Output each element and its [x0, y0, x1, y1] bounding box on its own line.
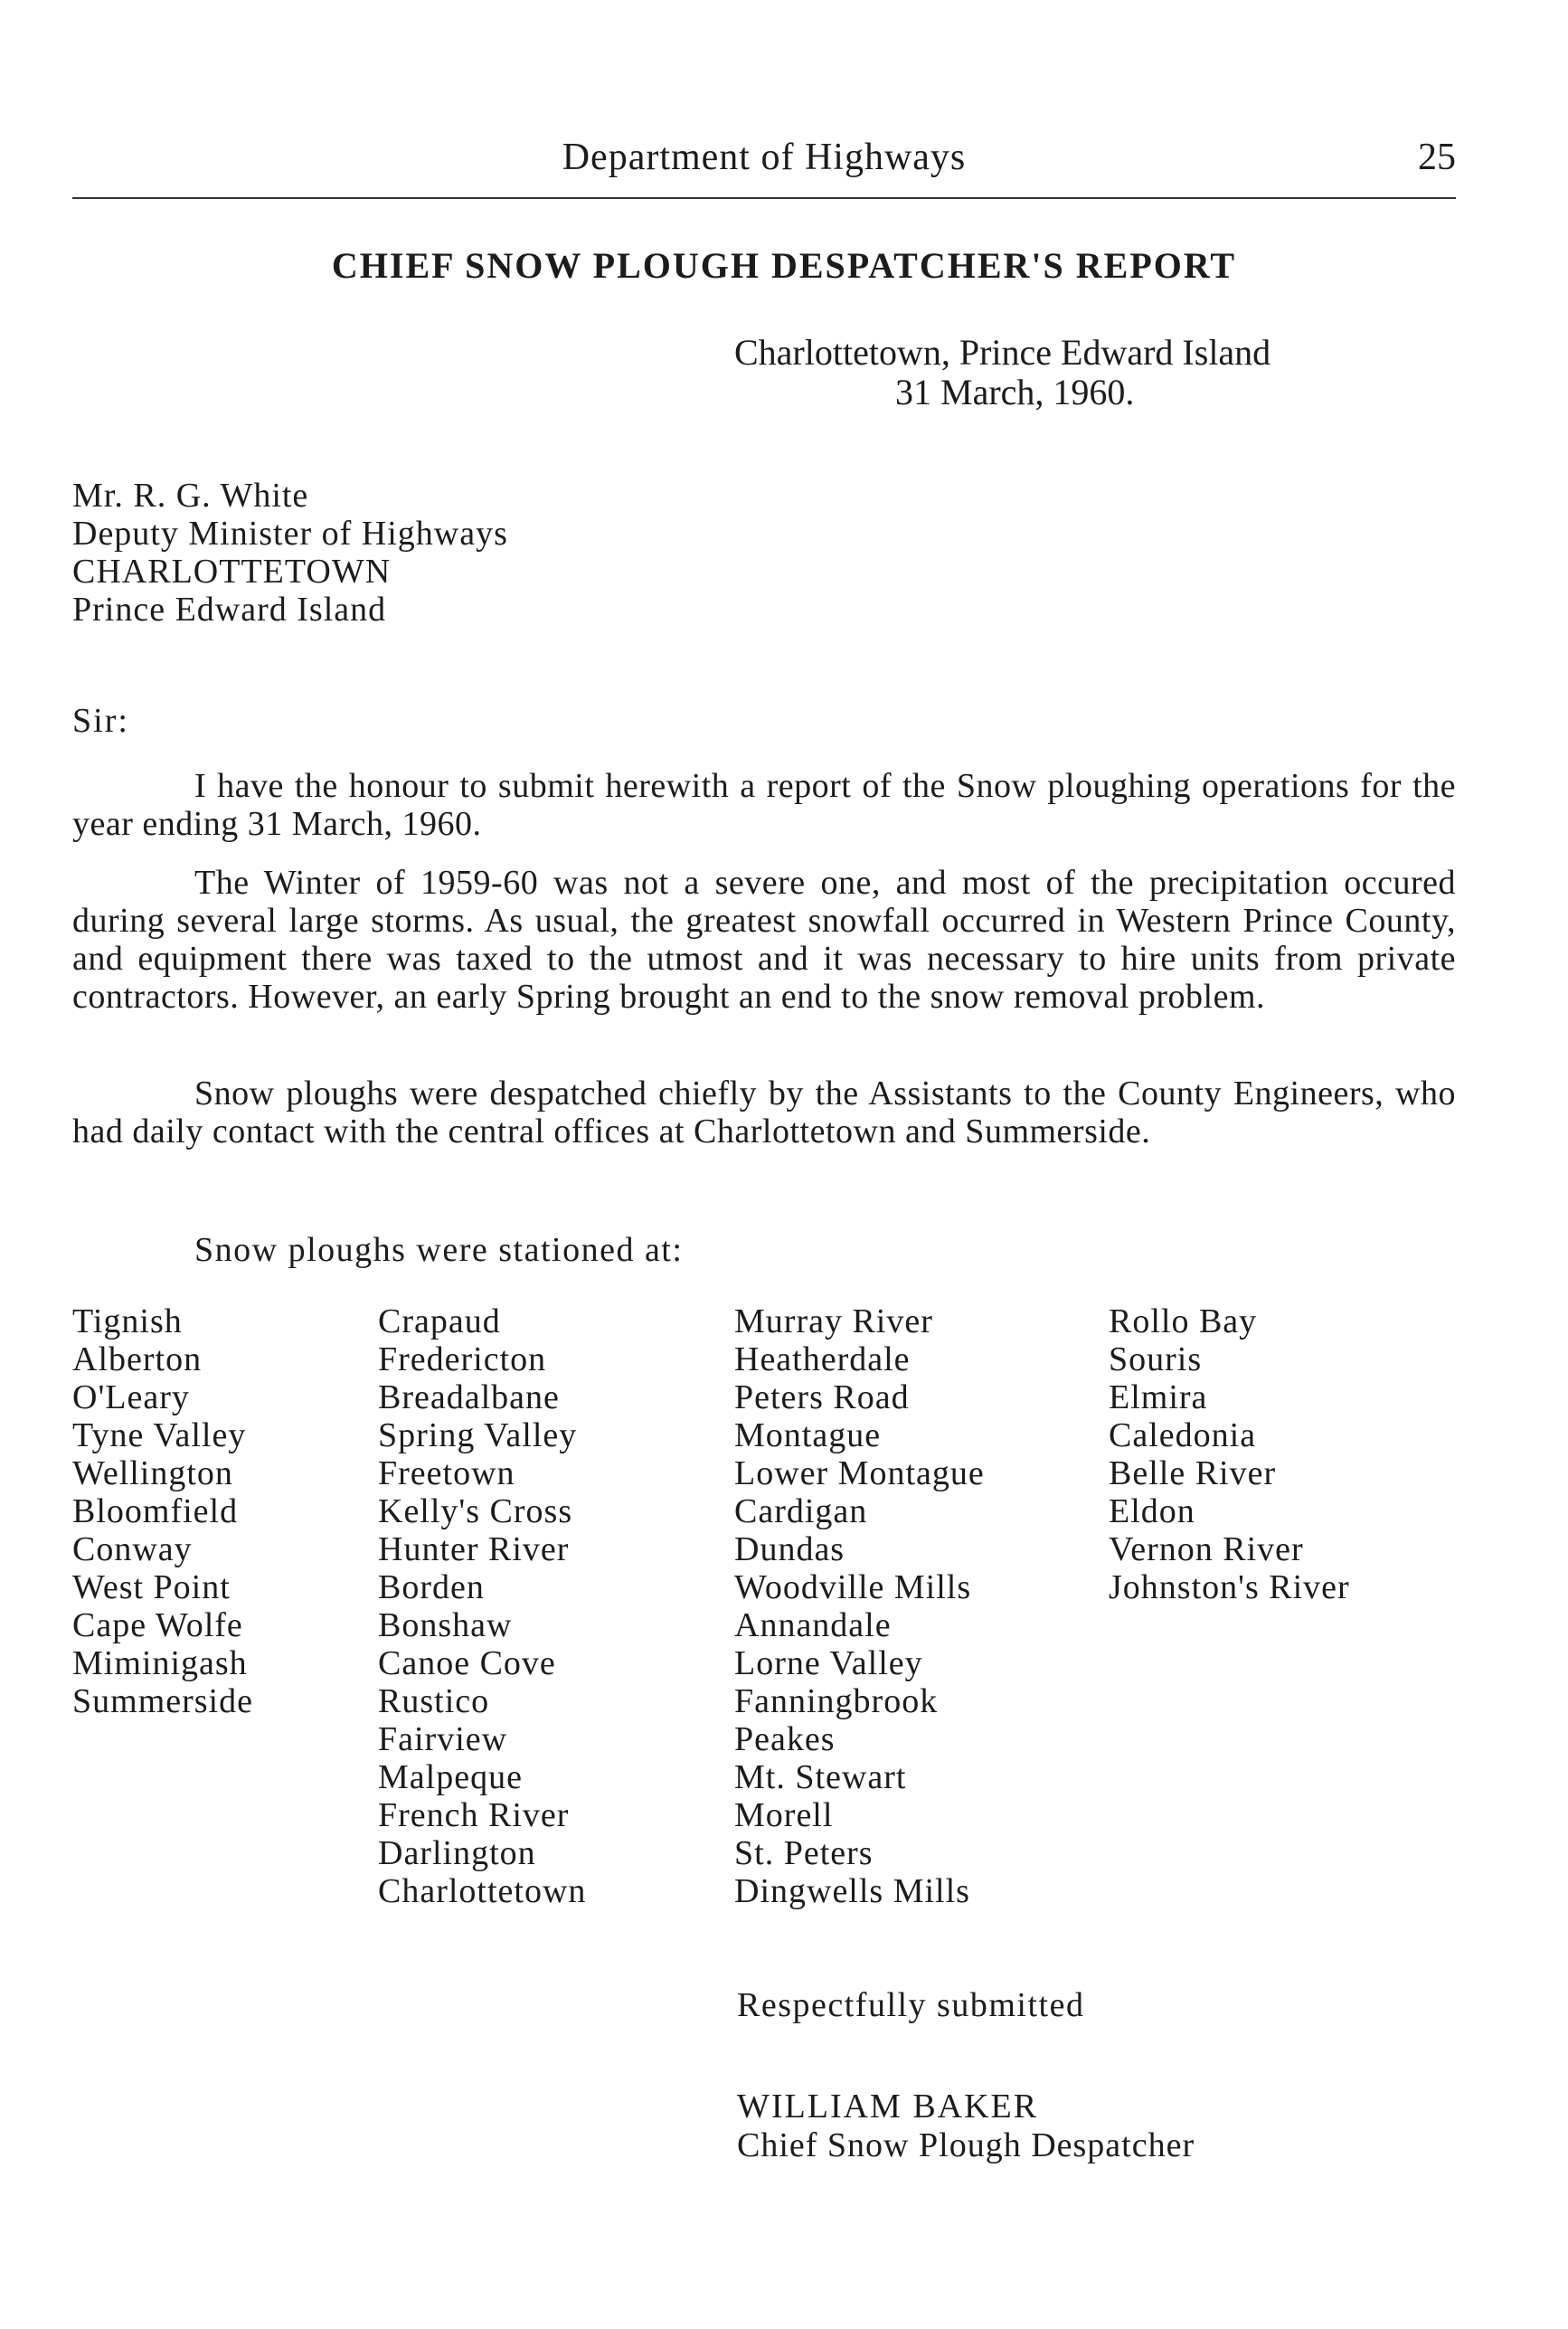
station-name: Heatherdale: [734, 1340, 911, 1378]
station-name: Wellington: [72, 1454, 233, 1492]
addressee-line: CHARLOTTETOWN: [72, 553, 392, 591]
addressee-block: [72, 477, 508, 629]
station-name: Caledonia: [1109, 1416, 1257, 1454]
running-header: [72, 136, 1456, 181]
addressee-line: Deputy Minister of Highways: [72, 515, 508, 553]
station-name: Cardigan: [734, 1492, 868, 1530]
station-name: Kelly's Cross: [378, 1492, 573, 1530]
place: Charlottetown, Prince Edward Island: [734, 332, 1271, 373]
stations-column-3: [734, 1302, 985, 1910]
header-rule: [72, 197, 1456, 199]
station-name: Freetown: [378, 1454, 515, 1492]
closing: Respectfully submitted: [737, 1986, 1085, 2024]
station-name: Borden: [378, 1568, 485, 1606]
station-name: Mt. Stewart: [734, 1758, 907, 1796]
station-name: Fanningbrook: [734, 1682, 939, 1720]
station-name: St. Peters: [734, 1834, 874, 1872]
station-name: Fredericton: [378, 1340, 547, 1378]
station-name: Spring Valley: [378, 1416, 578, 1454]
station-name: Dingwells Mills: [734, 1872, 970, 1910]
addressee-line: Prince Edward Island: [72, 591, 387, 629]
station-name: Peters Road: [734, 1378, 910, 1416]
station-name: Peakes: [734, 1720, 836, 1758]
station-name: Charlottetown: [378, 1872, 587, 1910]
station-name: Bonshaw: [378, 1606, 513, 1644]
stations-intro: Snow ploughs were stationed at:: [194, 1231, 684, 1269]
station-name: Fairview: [378, 1720, 508, 1758]
station-name: Souris: [1109, 1340, 1203, 1378]
station-name: Vernon River: [1109, 1530, 1304, 1568]
station-name: Morell: [734, 1796, 834, 1834]
addressee-line: Mr. R. G. White: [72, 477, 309, 515]
station-name: Tyne Valley: [72, 1416, 247, 1454]
station-name: Malpeque: [378, 1758, 523, 1796]
salutation: Sir:: [72, 702, 129, 740]
paragraph-text: The Winter of 1959-60 was not a severe one, and most of the precipitation occured during several large storms. As usual, the greatest snowfall occurred in Western Prince County, and equipment there was taxed to the utmost and it was necessary to hire units from private contractors. However, an early Spring brought an end to the snow removal problem.: [72, 864, 1456, 1016]
place-date-block: [734, 333, 1270, 412]
signatory-name: WILLIAM BAKER: [737, 2088, 1039, 2125]
station-name: Belle River: [1109, 1454, 1277, 1492]
station-name: West Point: [72, 1568, 231, 1606]
station-name: Lower Montague: [734, 1454, 985, 1492]
station-name: Montague: [734, 1416, 882, 1454]
date: 31 March, 1960.: [895, 372, 1135, 412]
station-name: Conway: [72, 1530, 193, 1568]
station-name: Canoe Cove: [378, 1644, 556, 1682]
body-paragraph: [72, 864, 1456, 1016]
running-title: Department of Highways: [562, 137, 967, 178]
station-name: French River: [378, 1796, 570, 1834]
station-name: Darlington: [378, 1834, 536, 1872]
station-name: Elmira: [1109, 1378, 1208, 1416]
stations-column-1: [72, 1302, 253, 1720]
report-title: CHIEF SNOW PLOUGH DESPATCHER'S REPORT: [331, 245, 1237, 286]
station-name: Lorne Valley: [734, 1644, 923, 1682]
station-name: Woodville Mills: [734, 1568, 972, 1606]
station-name: Summerside: [72, 1682, 253, 1720]
stations-column-4: [1109, 1302, 1350, 1606]
body-paragraph: [72, 767, 1456, 843]
station-name: Tignish: [72, 1302, 183, 1340]
signatory-title: Chief Snow Plough Despatcher: [737, 2126, 1195, 2164]
paragraph-text: I have the honour to submit herewith a report of the Snow ploughing operations for the year ending 31 March, 1960.: [72, 767, 1456, 843]
station-name: Dundas: [734, 1530, 845, 1568]
station-name: Eldon: [1109, 1492, 1195, 1530]
station-name: Miminigash: [72, 1644, 248, 1682]
body-paragraph: [72, 1075, 1456, 1150]
station-name: O'Leary: [72, 1378, 190, 1416]
station-name: Annandale: [734, 1606, 892, 1644]
station-name: Murray River: [734, 1302, 933, 1340]
station-name: Johnston's River: [1109, 1568, 1350, 1606]
station-name: Breadalbane: [378, 1378, 560, 1416]
station-name: Bloomfield: [72, 1492, 239, 1530]
station-name: Cape Wolfe: [72, 1606, 243, 1644]
paragraph-text: Snow ploughs were despatched chiefly by the Assistants to the County Engineers, who had daily contact with the central offices at Charlottetown and Summerside.: [72, 1075, 1456, 1150]
page-number: 25: [1418, 137, 1456, 178]
station-name: Crapaud: [378, 1302, 501, 1340]
station-name: Rustico: [378, 1682, 490, 1720]
station-name: Hunter River: [378, 1530, 570, 1568]
stations-column-2: [378, 1302, 586, 1910]
station-name: Alberton: [72, 1340, 203, 1378]
station-name: Rollo Bay: [1109, 1302, 1258, 1340]
